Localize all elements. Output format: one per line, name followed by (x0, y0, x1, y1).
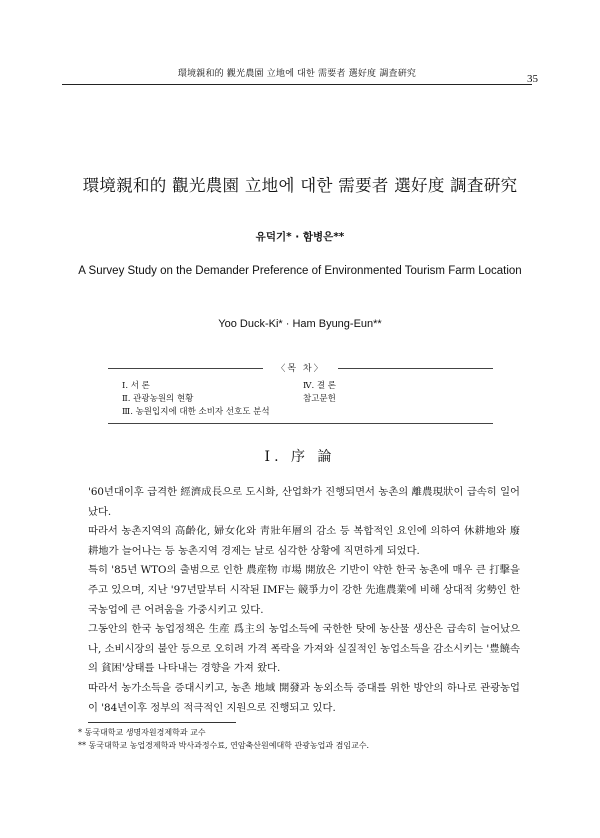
authors-english: Yoo Duck-Ki* · Ham Byung-Eun** (218, 318, 382, 330)
page-number: 35 (527, 73, 538, 85)
toc-item-introduction: Ⅰ. 서 론 (122, 381, 150, 391)
toc-rule-right (338, 368, 493, 369)
paragraph: '60년대이후 급격한 經濟成長으로 도시화, 산업화가 진행되면서 농촌의 離農現狀이 급속히 일어났다. (88, 486, 520, 518)
paragraph: 그동안의 한국 농업정책은 生産 爲主의 농업소득에 국한한 탓에 농산물 생산은 급속히 늘어났으나, 소비시장의 불안 등으로 오히려 가격 폭락을 가져와 실질적인 농업소득을 감소시키는 '豊饒속의 貧困'상태를 나타내는 경향을 가져 왔다. (88, 623, 520, 675)
paper-title-korean: 環境親和的 觀光農園 立地에 대한 需要者 選好度 調査硏究 (82, 176, 518, 195)
footnote-divider (88, 722, 236, 723)
running-title: 環境親和的 觀光農園 立地에 대한 需要者 選好度 調査硏究 (177, 69, 417, 79)
toc-item-conclusion: Ⅳ. 결 론 (303, 381, 337, 391)
section-heading-introduction: Ⅰ. 序 論 (264, 449, 336, 465)
running-header (62, 64, 538, 85)
toc-item-status: Ⅱ. 관광농원의 현황 (122, 394, 194, 404)
paragraph: 따라서 농촌지역의 高齡化, 婦女化와 靑壯年層의 감소 등 복합적인 요인에 의하여 休耕地와 廢耕地가 늘어나는 등 농촌지역 경제는 날로 심각한 상황에 직면하게 되었다. (88, 525, 520, 557)
table-of-contents (108, 364, 493, 424)
paragraph: 따라서 농가소득을 증대시키고, 농촌 地域 開發과 농외소득 증대를 위한 방안의 하나로 관광농업이 '84년이후 정부의 적극적인 지원으로 진행되고 있다. (88, 681, 520, 714)
authors-korean: 유덕기* · 함병은** (255, 231, 345, 243)
body-text (88, 483, 520, 718)
toc-rule-left (108, 368, 263, 369)
footnote-author-1: * 동국대학교 생명자원경제학과 교수 (78, 728, 206, 737)
paragraph: 특히 '85년 WTO의 출범으로 인한 農産物 市場 開放은 기반이 약한 한국 농촌에 매우 큰 打擊을 주고 있으며, 지난 '97년말부터 시작된 IMF는 競爭力이 강한 先進農業에 비해 상대적 劣勢인 한국농업에 큰 어려움을 가중시키고 있다. (88, 564, 520, 616)
footnote-author-2: ** 동국대학교 농업경제학과 박사과정수료, 연암축산원예대학 관광농업과 겸임교수. (78, 741, 370, 750)
toc-item-analysis: Ⅲ. 농원입지에 대한 소비자 선호도 분석 (122, 407, 270, 417)
toc-item-references: 참고문헌 (303, 394, 336, 404)
paper-title-english: A Survey Study on the Demander Preference of Environmented Tourism Farm Location (78, 265, 522, 277)
toc-heading: 〈목 차〉 (276, 364, 325, 374)
